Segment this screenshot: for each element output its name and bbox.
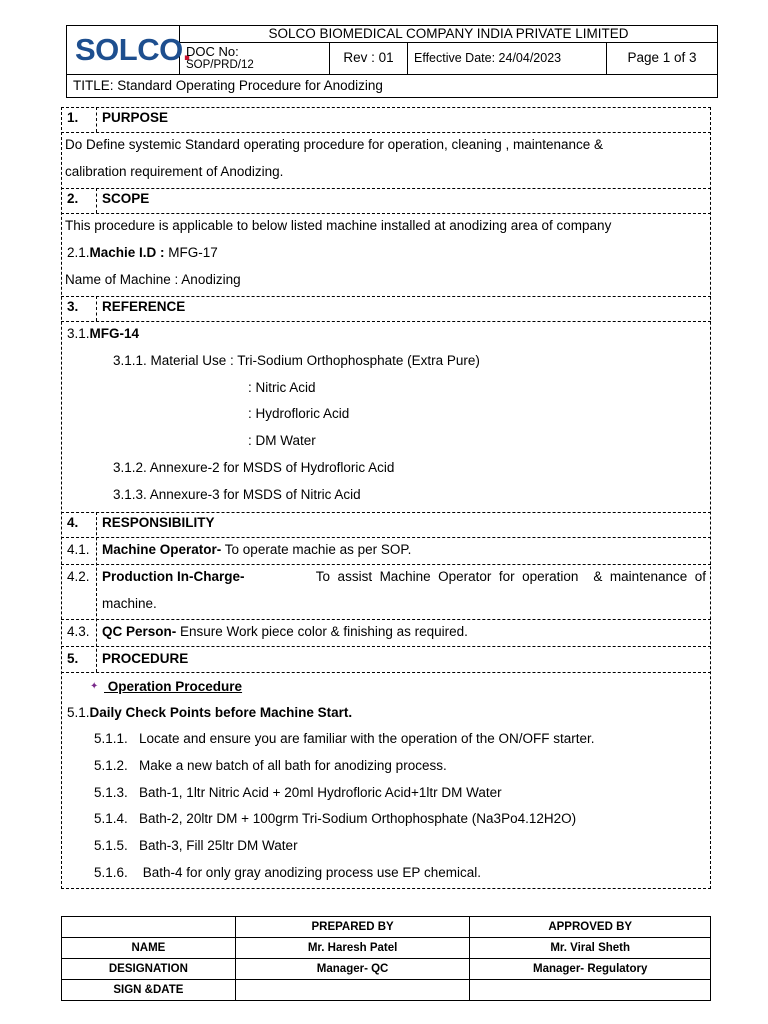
section-number: 2. <box>67 191 79 206</box>
divider <box>96 107 97 132</box>
section-heading-reference: REFERENCE <box>102 299 186 314</box>
table-row <box>62 938 711 959</box>
responsibility-text-continued: machine. <box>102 596 157 611</box>
approved-by-name: Mr. Viral Sheth <box>470 938 711 959</box>
responsibility-item <box>102 624 468 640</box>
procedure-step: 5.1.1. Locate and ensure you are familiar with the operation of the ON/OFF starter. <box>94 731 595 746</box>
diamond-bullet-icon: ✦ <box>90 681 99 692</box>
responsibility-text: To operate machie as per SOP. <box>221 542 412 557</box>
prepared-by-designation: Manager- QC <box>235 959 470 980</box>
reference-subheading <box>67 326 139 342</box>
section-number: 5. <box>67 651 79 666</box>
divider <box>61 188 711 189</box>
daily-check-number: 5.1. <box>67 705 90 720</box>
doc-no-label: DOC No: <box>186 44 239 59</box>
procedure-step: 5.1.3. Bath-1, 1ltr Nitric Acid + 20ml Hydrofloric Acid+1ltr DM Water <box>94 785 502 800</box>
row-label: SIGN &DATE <box>62 980 236 1001</box>
effective-date: Effective Date: 24/04/2023 <box>414 51 562 65</box>
section-number: 3. <box>67 299 79 314</box>
reference-sub-label: MFG-14 <box>89 326 140 341</box>
section-heading-purpose: PURPOSE <box>102 110 169 125</box>
procedure-step: 5.1.4. Bath-2, 20ltr DM + 100grm Tri-Sodium Orthophosphate (Na3Po4.12H2O) <box>94 811 577 826</box>
reference-item-material: : Hydrofloric Acid <box>248 406 350 421</box>
purpose-text-line: Do Define systemic Standard operating procedure for operation, cleaning , maintenance & <box>65 137 604 152</box>
responsibility-text: To assist Machine Operator for operation & maintenance of <box>315 569 706 584</box>
title-cell <box>67 75 717 97</box>
section-heading-scope: SCOPE <box>102 191 150 206</box>
operation-procedure-heading: Operation Procedure <box>104 679 243 694</box>
procedure-step: 5.1.6. Bath-4 for only gray anodizing process use EP chemical. <box>94 865 481 880</box>
machine-id-line <box>67 245 218 261</box>
purpose-text-line: calibration requirement of Anodizing. <box>65 164 284 179</box>
machine-id-label: Machie I.D : <box>89 245 165 260</box>
daily-check-heading <box>67 705 352 721</box>
responsibility-text: Ensure Work piece color & finishing as required. <box>176 624 468 639</box>
table-row <box>62 959 711 980</box>
signoff-table <box>61 916 711 1001</box>
prepared-by-signature <box>235 980 470 1001</box>
table-row <box>62 917 711 938</box>
divider <box>61 537 711 538</box>
divider <box>61 132 711 133</box>
responsibility-number: 4.2. <box>67 569 90 584</box>
doc-no-cell <box>180 43 330 75</box>
machine-id-number: 2.1. <box>67 245 90 260</box>
divider <box>61 213 711 214</box>
reference-item: 3.1.2. Annexure-2 for MSDS of Hydrofloric Acid <box>113 460 395 475</box>
revision: Rev : 01 <box>343 50 394 65</box>
divider <box>61 619 711 620</box>
section-number: 4. <box>67 515 79 530</box>
document-header <box>66 25 718 98</box>
responsibility-item <box>102 569 706 585</box>
responsibility-number: 4.3. <box>67 624 90 639</box>
divider <box>96 296 97 321</box>
company-name-cell <box>180 26 717 43</box>
divider <box>61 321 711 322</box>
responsibility-role: Production In-Charge- <box>102 569 245 584</box>
table-cell <box>62 917 236 938</box>
effective-date-cell <box>408 43 607 75</box>
reference-item: 3.1.3. Annexure-3 for MSDS of Nitric Acid <box>113 487 361 502</box>
prepared-by-header: PREPARED BY <box>235 917 470 938</box>
company-name: SOLCO BIOMEDICAL COMPANY INDIA PRIVATE LIMITED <box>268 26 629 41</box>
page-cell <box>607 43 717 75</box>
company-logo <box>75 32 191 68</box>
approved-by-designation: Manager- Regulatory <box>470 959 711 980</box>
responsibility-role: Machine Operator- <box>102 542 222 557</box>
divider <box>96 512 97 672</box>
reference-sub-number: 3.1. <box>67 326 90 341</box>
prepared-by-name: Mr. Haresh Patel <box>235 938 470 959</box>
table-row <box>62 980 711 1001</box>
scope-text: This procedure is applicable to below listed machine installed at anodizing area of company <box>65 218 612 233</box>
approved-by-signature <box>470 980 711 1001</box>
approved-by-header: APPROVED BY <box>470 917 711 938</box>
rev-cell <box>330 43 408 75</box>
logo-cell <box>67 26 191 75</box>
document-title: TITLE: Standard Operating Procedure for Anodizing <box>73 78 383 93</box>
responsibility-item <box>102 542 411 558</box>
section-heading-responsibility: RESPONSIBILITY <box>102 515 215 530</box>
procedure-step: 5.1.5. Bath-3, Fill 25ltr DM Water <box>94 838 298 853</box>
divider <box>96 188 97 213</box>
divider <box>61 672 711 673</box>
divider <box>61 564 711 565</box>
logo-dot: . <box>182 32 191 67</box>
row-label: DESIGNATION <box>62 959 236 980</box>
reference-item-material: : Nitric Acid <box>248 380 316 395</box>
divider <box>61 512 711 513</box>
machine-id-value: MFG-17 <box>164 245 218 260</box>
machine-name: Name of Machine : Anodizing <box>65 272 241 287</box>
responsibility-number: 4.1. <box>67 542 90 557</box>
logo-text: SOLCO <box>75 32 183 67</box>
responsibility-role: QC Person- <box>102 624 177 639</box>
procedure-step: 5.1.2. Make a new batch of all bath for anodizing process. <box>94 758 447 773</box>
doc-no-value: SOP/PRD/12 <box>186 59 254 71</box>
row-label: NAME <box>62 938 236 959</box>
section-number: 1. <box>67 110 79 125</box>
divider <box>61 646 711 647</box>
reference-item: 3.1.1. Material Use : Tri-Sodium Orthophosphate (Extra Pure) <box>113 353 480 368</box>
section-heading-procedure: PROCEDURE <box>102 651 189 666</box>
divider <box>61 296 711 297</box>
daily-check-label: Daily Check Points before Machine Start. <box>89 705 353 720</box>
reference-item-material: : DM Water <box>248 433 316 448</box>
page-number: Page 1 of 3 <box>627 50 697 65</box>
